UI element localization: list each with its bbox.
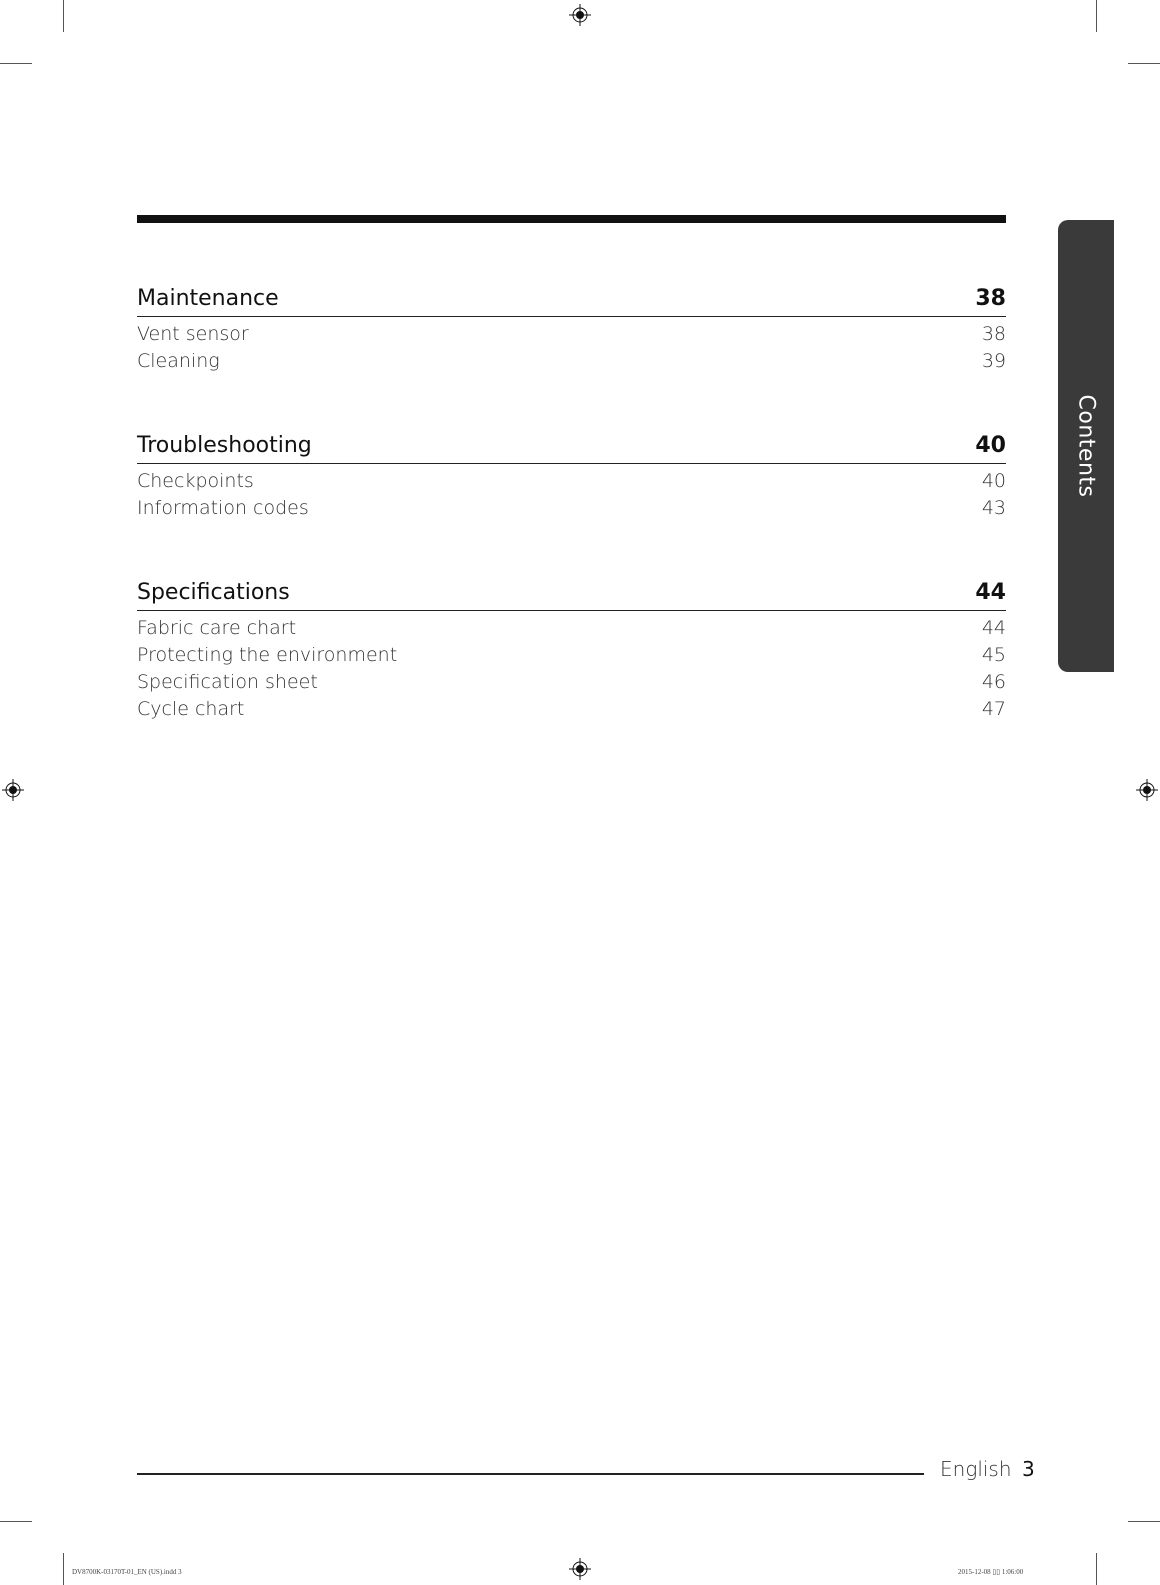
- toc-entry-label: Specification sheet: [137, 671, 318, 693]
- toc-entry-page: 38: [981, 323, 1006, 345]
- side-tab-label-wrap: [1058, 220, 1114, 672]
- footer-page-number: 3: [1022, 1457, 1035, 1481]
- registration-mark-icon: [1136, 779, 1158, 801]
- toc-entry-page: 47: [981, 698, 1006, 720]
- toc-section-maintenance: [137, 284, 1006, 375]
- toc-entry-label: Fabric care chart: [137, 617, 297, 639]
- toc-section-page: 38: [975, 286, 1006, 311]
- toc-section-title: Maintenance: [137, 286, 279, 311]
- toc-entry[interactable]: [137, 642, 1006, 669]
- print-slug-left: DV8700K-03170T-01_EN (US).indd 3: [72, 1568, 182, 1576]
- toc-entry-page: 39: [981, 350, 1006, 372]
- crop-mark: [63, 1553, 64, 1585]
- toc-entry[interactable]: [137, 696, 1006, 723]
- side-tab-label: Contents: [1073, 394, 1099, 498]
- toc-section-page: 44: [975, 580, 1006, 605]
- toc-entry[interactable]: [137, 615, 1006, 642]
- toc-section-title: Troubleshooting: [137, 433, 312, 458]
- toc-section-heading[interactable]: [137, 284, 1006, 317]
- footer-rule: [137, 1473, 924, 1475]
- toc-entry-label: Checkpoints: [137, 470, 254, 492]
- print-slug-right: 2015-12-08 ▯▯ 1:06:00: [958, 1568, 1024, 1576]
- crop-mark: [1096, 1553, 1097, 1585]
- crop-mark: [1128, 1521, 1160, 1522]
- toc-section-troubleshooting: [137, 431, 1006, 522]
- toc-entry-page: 43: [981, 497, 1006, 519]
- toc-entry-page: 45: [981, 644, 1006, 666]
- toc-section-title: Specifications: [137, 580, 290, 605]
- toc-entry-label: Cleaning: [137, 350, 220, 372]
- toc-entry[interactable]: [137, 321, 1006, 348]
- registration-mark-icon: [569, 4, 591, 26]
- toc-section-heading[interactable]: [137, 578, 1006, 611]
- toc-entry-page: 46: [981, 671, 1006, 693]
- crop-mark: [63, 0, 64, 32]
- crop-mark: [0, 1521, 32, 1522]
- crop-mark: [1128, 63, 1160, 64]
- toc-entry[interactable]: [137, 468, 1006, 495]
- registration-mark-icon: [569, 1558, 591, 1580]
- footer-language: English: [940, 1457, 1012, 1481]
- crop-mark: [1096, 0, 1097, 32]
- toc-section-heading[interactable]: [137, 431, 1006, 464]
- toc-entry-label: Vent sensor: [137, 323, 249, 345]
- toc-entry-page: 40: [981, 470, 1006, 492]
- toc-entry-page: 44: [981, 617, 1006, 639]
- toc-entry[interactable]: [137, 348, 1006, 375]
- registration-mark-icon: [2, 779, 24, 801]
- toc-entry[interactable]: [137, 495, 1006, 522]
- toc-entry-label: Information codes: [137, 497, 309, 519]
- crop-mark: [0, 63, 32, 64]
- toc-section-specifications: [137, 578, 1006, 723]
- top-rule: [137, 215, 1006, 223]
- toc-entry-label: Protecting the environment: [137, 644, 398, 666]
- toc-section-page: 40: [975, 433, 1006, 458]
- toc-entry-label: Cycle chart: [137, 698, 245, 720]
- toc-entry[interactable]: [137, 669, 1006, 696]
